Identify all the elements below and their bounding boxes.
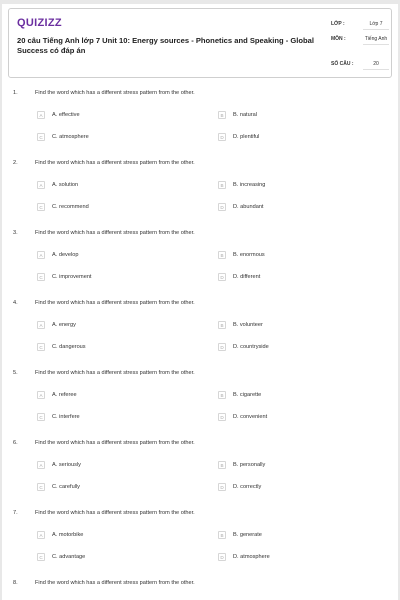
subject-value: Tiếng Anh [363, 36, 389, 45]
subject-label: MÔN : [331, 36, 346, 42]
option-letter-box: A [37, 181, 45, 189]
option-text: B. personally [233, 462, 266, 468]
option-letter-box: B [218, 531, 226, 539]
question-text: Find the word which has a different stress pattern from the other. [35, 90, 195, 96]
option-text: A. effective [52, 112, 80, 118]
question-number: 3. [13, 230, 18, 236]
option-letter-box: D [218, 203, 226, 211]
option-letter-box: D [218, 553, 226, 561]
option-text: A. energy [52, 322, 76, 328]
option-letter-box: A [37, 531, 45, 539]
worksheet-header [8, 8, 392, 78]
question-text: Find the word which has a different stress pattern from the other. [35, 300, 195, 306]
option-letter-box: A [37, 461, 45, 469]
option-text: C. advantage [52, 554, 86, 560]
option-letter-box: B [218, 391, 226, 399]
question-number: 2. [13, 160, 18, 166]
option-text: A. seriously [52, 462, 81, 468]
option-text: B. volunteer [233, 322, 263, 328]
option-letter-box: C [37, 343, 45, 351]
quizizz-logo: QUIZIZZ [17, 17, 62, 29]
option-text: D. convenient [233, 414, 268, 420]
question-text: Find the word which has a different stress pattern from the other. [35, 440, 195, 446]
option-text: D. countryside [233, 344, 269, 350]
grade-value: Lớp 7 [363, 21, 389, 30]
option-text: B. cigarette [233, 392, 262, 398]
option-text: C. improvement [52, 274, 92, 280]
option-text: B. natural [233, 112, 257, 118]
option-letter-box: C [37, 483, 45, 491]
question-text: Find the word which has a different stress pattern from the other. [35, 510, 195, 516]
option-letter-box: B [218, 181, 226, 189]
grade-label: LỚP : [331, 21, 345, 27]
option-letter-box: C [37, 203, 45, 211]
option-letter-box: B [218, 461, 226, 469]
option-letter-box: A [37, 251, 45, 259]
option-text: D. different [233, 274, 261, 280]
option-letter-box: D [218, 483, 226, 491]
question-text: Find the word which has a different stress pattern from the other. [35, 160, 195, 166]
option-text: B. generate [233, 532, 262, 538]
option-letter-box: D [218, 343, 226, 351]
option-letter-box: B [218, 111, 226, 119]
option-letter-box: A [37, 111, 45, 119]
option-text: D. abundant [233, 204, 264, 210]
question-number: 7. [13, 510, 18, 516]
option-letter-box: B [218, 321, 226, 329]
worksheet-title: 20 câu Tiếng Anh lớp 7 Unit 10: Energy sources - Phonetics and Speaking - Global Success có đáp án [17, 36, 314, 55]
option-letter-box: D [218, 133, 226, 141]
question-text: Find the word which has a different stress pattern from the other. [35, 580, 195, 586]
option-letter-box: C [37, 273, 45, 281]
question-number: 1. [13, 90, 18, 96]
question-text: Find the word which has a different stress pattern from the other. [35, 370, 195, 376]
option-text: A. motorbike [52, 532, 84, 538]
option-text: D. plentiful [233, 134, 260, 140]
option-letter-box: A [37, 321, 45, 329]
option-text: D. correctly [233, 484, 262, 490]
option-text: B. increasing [233, 182, 266, 188]
option-letter-box: A [37, 391, 45, 399]
option-text: A. solution [52, 182, 79, 188]
option-text: A. develop [52, 252, 79, 258]
question-number: 5. [13, 370, 18, 376]
option-text: C. recommend [52, 204, 89, 210]
option-text: D. atmosphere [233, 554, 270, 560]
question-count-label: SỐ CÂU : [331, 61, 354, 67]
option-letter-box: C [37, 133, 45, 141]
option-text: C. interfere [52, 414, 80, 420]
option-text: C. carefully [52, 484, 80, 490]
option-text: C. dangerous [52, 344, 86, 350]
option-letter-box: C [37, 553, 45, 561]
option-text: B. enormous [233, 252, 265, 258]
option-letter-box: B [218, 251, 226, 259]
question-number: 4. [13, 300, 18, 306]
worksheet-page [2, 4, 398, 600]
question-text: Find the word which has a different stress pattern from the other. [35, 230, 195, 236]
question-number: 6. [13, 440, 18, 446]
option-letter-box: D [218, 273, 226, 281]
option-letter-box: C [37, 413, 45, 421]
question-count-value: 20 [363, 61, 389, 70]
question-number: 8. [13, 580, 18, 586]
option-text: C. atmosphere [52, 134, 89, 140]
option-text: A. referee [52, 392, 77, 398]
option-letter-box: D [218, 413, 226, 421]
